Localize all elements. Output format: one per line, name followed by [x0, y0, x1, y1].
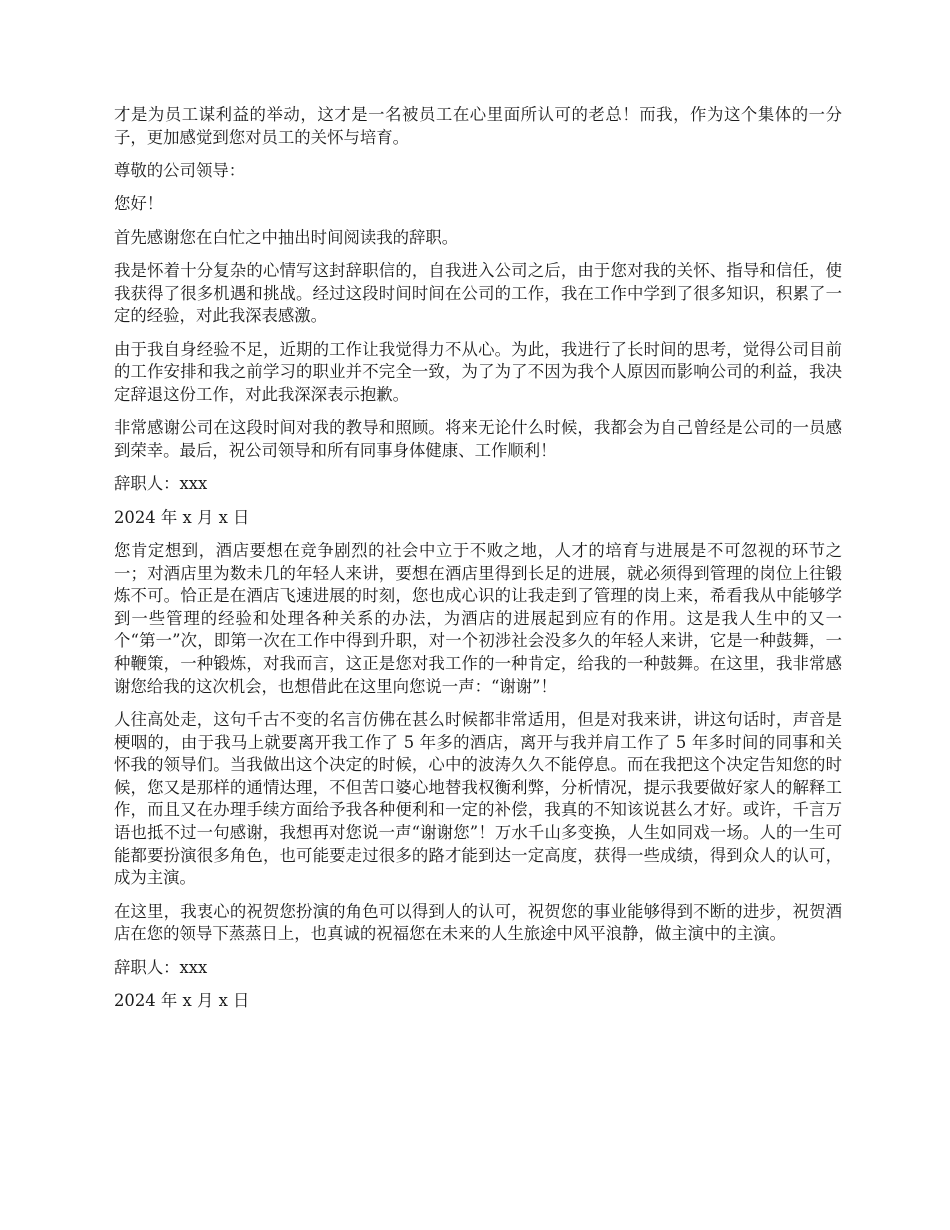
greeting: 您好！	[114, 194, 164, 214]
paragraph-gratitude: 非常感谢公司在这段时间对我的教导和照顾。将来无论什么时候，我都会为自己曾经是公司的一员感到荣幸。最后，祝公司领导和所有同事身体健康、工作顺利！	[114, 418, 842, 460]
document-body	[114, 104, 842, 1023]
paragraph-leaving-hotel: 人往高处走，这句千古不变的名言仿佛在甚么时候都非常适用，但是对我来讲，讲这句话时，声音是梗咽的，由于我马上就要离开我工作了 5 年多的酒店，离开与我并肩工作了 5 年多时间的同事和关怀我的领导们。当我做出这个决定的时候，心中的波涛久久不能停息。而在我把这个决定告知您的时候，您又是那样的通情达理，不但苦口婆心地替我权衡利弊，分析情况，提示我要做好家人的解释工作，而且又在办理手续方面给予我各种便利和一定的补偿，我真的不知该说甚么才好。或许，千言万语也抵不过一句感谢，我想再对您说一声“谢谢您”！万水千山多变换，人生如同戏一场。人的一生可能都要扮演很多角色，也可能要走过很多的路才能到达一定高度，获得一些成绩，得到众人的认可，成为主演。	[114, 710, 842, 888]
signature-line: 辞职人：xxx	[114, 474, 208, 494]
salutation: 尊敬的公司领导：	[114, 160, 246, 180]
date-line: 2024 年 x 月 x 日	[114, 990, 250, 1010]
paragraph-decision: 由于我自身经验不足，近期的工作让我觉得力不从心。为此，我进行了长时间的思考，觉得公司目前的工作安排和我之前学习的职业并不完全一致，为了为了不因为我个人原因而影响公司的利益，我决定辞退这份工作，对此我深深表示抱歉。	[114, 339, 842, 404]
signature-line: 辞职人：xxx	[114, 957, 208, 977]
paragraph-resignation-reason: 我是怀着十分复杂的心情写这封辞职信的，自我进入公司之后，由于您对我的关怀、指导和信任，使我获得了很多机遇和挑战。经过这段时间时间在公司的工作，我在工作中学到了很多知识，积累了一定的经验，对此我深表感激。	[114, 261, 842, 326]
paragraph-intro-continuation: 才是为员工谋利益的举动，这才是一名被员工在心里面所认可的老总！而我，作为这个集体的一分子，更加感觉到您对员工的关怀与培育。	[114, 105, 842, 147]
paragraph-hotel-promotion: 您肯定想到，酒店要想在竞争剧烈的社会中立于不败之地，人才的培育与进展是不可忽视的环节之一；对酒店里为数未几的年轻人来讲，要想在酒店里得到长足的进展，就必须得到管理的岗位上往锻炼不可。恰正是在酒店飞速进展的时刻，您也成心识的让我走到了管理的岗上来，希看我从中能够学到一些管理的经验和处理各种关系的办法，为酒店的进展起到应有的作用。这是我人生中的又一个“第一”次，即第一次在工作中得到升职，对一个初涉社会没多久的年轻人来讲，它是一种鼓舞，一种鞭策，一种锻炼，对我而言，这正是您对我工作的一种肯定，给我的一种鼓舞。在这里，我非常感谢您给我的这次机会，也想借此在这里向您说一声：“谢谢”！	[114, 541, 842, 696]
paragraph-thanks-reading: 首先感谢您在白忙之中抽出时间阅读我的辞职。	[114, 227, 459, 247]
paragraph-blessing: 在这里，我衷心的祝贺您扮演的角色可以得到人的认可，祝贺您的事业能够得到不断的进步，祝贺酒店在您的领导下蒸蒸日上，也真诚的祝福您在未来的人生旅途中风平浪静，做主演中的主演。	[114, 901, 842, 944]
date-line: 2024 年 x 月 x 日	[114, 507, 250, 527]
